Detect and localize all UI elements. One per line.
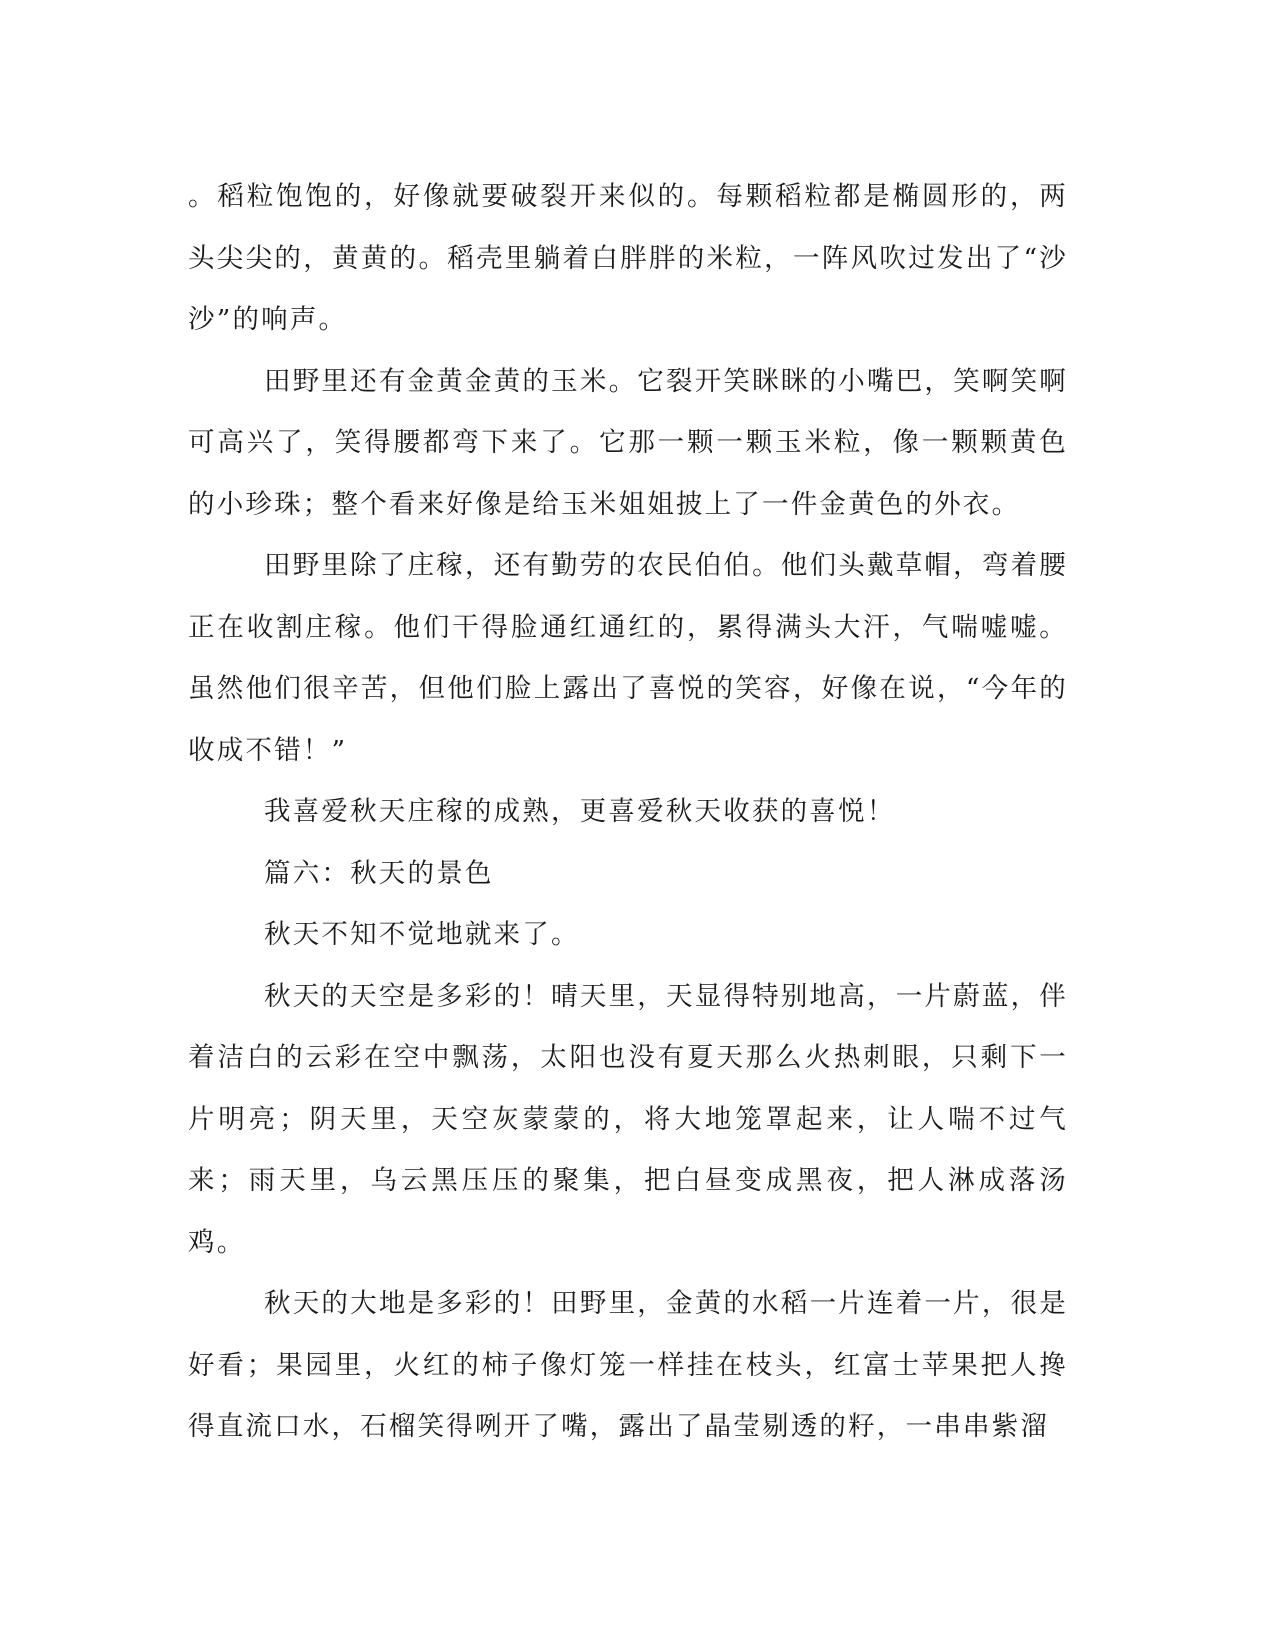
paragraph-harvest-joy: 我喜爱秋天庄稼的成熟，更喜爱秋天收获的喜悦！ bbox=[264, 796, 896, 827]
paragraph-farmers: 田野里除了庄稼，还有勤劳的农民伯伯。他们头戴草帽，弯着腰正在收割庄稼。他们干得脸通红通红的，累得满头大汗，气喘嘘嘘。虽然他们很辛苦，但他们脸上露出了喜悦的笑容，好像在说，“今年的收成不错！” bbox=[188, 550, 1068, 766]
paragraph-autumn-land: 秋天的大地是多彩的！田野里，金黄的水稻一片连着一片，很是好看；果园里，火红的柿子像灯笼一样挂在枝头，红富士苹果把人搀得直流口水，石榴笑得咧开了嘴，露出了晶莹剔透的籽，一串串紫溜 bbox=[188, 1288, 1068, 1442]
paragraph-rice-grains: 。稻粒饱饱的，好像就要破裂开来似的。每颗稻粒都是椭圆形的，两头尖尖的，黄黄的。稻壳里躺着白胖胖的米粒，一阵风吹过发出了“沙沙”的响声。 bbox=[188, 181, 1068, 335]
section-heading: 篇六：秋天的景色 bbox=[264, 857, 494, 889]
paragraph-autumn-sky: 秋天的天空是多彩的！晴天里，天显得特别地高，一片蔚蓝，伴着洁白的云彩在空中飘荡，太阳也没有夏天那么火热刺眼，只剩下一片明亮；阴天里，天空灰蒙蒙的，将大地笼罩起来，让人喘不过气来；雨天里，乌云黑压压的聚集，把白昼变成黑夜，把人淋成落汤鸡。 bbox=[188, 980, 1068, 1258]
paragraph-corn: 田野里还有金黄金黄的玉米。它裂开笑眯眯的小嘴巴，笑啊笑啊可高兴了，笑得腰都弯下来了。它那一颗一颗玉米粒，像一颗颗黄色的小珍珠；整个看来好像是给玉米姐姐披上了一件金黄色的外衣。 bbox=[188, 365, 1068, 520]
paragraph-autumn-arrives: 秋天不知不觉地就来了。 bbox=[264, 919, 580, 950]
body-text bbox=[188, 166, 1068, 1458]
